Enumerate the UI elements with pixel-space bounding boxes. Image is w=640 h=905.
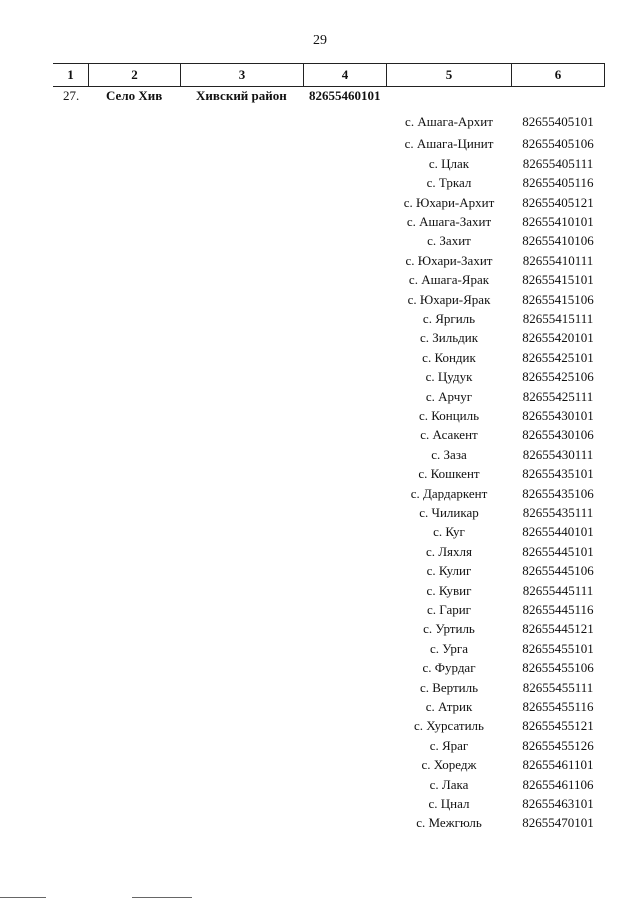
settlement-name: с. Ашага-Цинит [404,136,494,151]
row-name: Село Хив [106,88,163,103]
settlement-code: 82655420101 [522,330,594,345]
settlement-code: 82655455111 [522,680,594,695]
settlement-code: 82655440101 [522,524,594,539]
settlement-code: 82655435106 [522,486,594,501]
settlement-name: с. Тркал [426,175,472,190]
settlement-row [0,639,640,658]
settlement-code: 82655425101 [522,350,594,365]
settlement-row [0,619,640,638]
settlement-name: с. Лака [429,777,469,792]
settlement-name: с. Заза [431,447,467,462]
settlement-code: 82655461101 [522,757,594,772]
settlement-code: 82655445106 [522,563,594,578]
settlement-name: с. Ляхля [425,544,473,559]
table-header-row [53,63,605,87]
settlement-code: 82655455126 [522,738,594,753]
settlement-code: 82655415101 [522,272,594,287]
settlement-row [0,794,640,813]
settlement-name: с. Уртиль [423,621,475,636]
settlement-row [0,348,640,367]
settlement-name: с. Гариг [426,602,472,617]
settlement-row [0,561,640,580]
settlement-name: с. Кошкент [418,466,480,481]
settlement-row [0,212,640,231]
settlement-row [0,112,640,131]
settlement-code: 82655445111 [522,583,594,598]
settlement-code: 82655445101 [522,544,594,559]
settlement-name: с. Юхари-Архит [403,195,495,210]
settlement-code: 82655430111 [522,447,594,462]
settlement-name: с. Асакент [420,427,478,442]
bottom-divider-mid [132,897,192,898]
settlement-code: 82655410101 [522,214,594,229]
row-district: Хивский район [196,88,287,103]
settlement-name: с. Хоредж [421,757,477,772]
settlement-code: 82655455116 [522,699,594,714]
settlement-name: с. Яргиль [422,311,476,326]
header-col-4: 4 [304,64,387,86]
settlement-row [0,387,640,406]
settlement-name: с. Конциль [418,408,480,423]
settlement-row [0,193,640,212]
settlement-name: с. Зильдик [419,330,479,345]
settlement-name: с. Дардаркент [410,486,488,501]
header-col-1: 1 [53,64,89,86]
settlement-name: с. Вертиль [419,680,479,695]
bottom-divider-left [0,897,46,898]
settlement-row [0,464,640,483]
settlement-name: с. Чиликар [419,505,479,520]
header-col-6: 6 [554,67,562,82]
settlement-row [0,716,640,735]
page-number: 29 [313,33,327,48]
settlement-name: с. Юхари-Захит [405,253,493,268]
settlement-row [0,251,640,270]
header-col-5: 5 [387,64,512,86]
settlement-code: 82655463101 [522,796,594,811]
settlement-row [0,600,640,619]
settlement-code: 82655415106 [522,292,594,307]
settlement-name: с. Арчуг [425,389,473,404]
row-code: 82655460101 [309,88,381,103]
settlement-name: с. Цлак [428,156,470,171]
settlement-row [0,522,640,541]
settlement-row [0,503,640,522]
settlement-name: с. Кулиг [426,563,472,578]
settlement-row [0,231,640,250]
settlement-row [0,542,640,561]
settlement-name: с. Яраг [429,738,469,753]
settlement-row [0,134,640,153]
settlement-code: 82655425106 [522,369,594,384]
settlement-row [0,445,640,464]
settlement-name: с. Кувиг [426,583,472,598]
settlement-row [0,367,640,386]
settlement-code: 82655405111 [522,156,594,171]
settlement-name: с. Ашага-Ярак [408,272,490,287]
settlement-row [0,270,640,289]
settlement-name: с. Межгюль [416,815,482,830]
row-number: 27. [63,88,80,103]
settlement-name: с. Кондик [422,350,476,365]
settlement-row [0,678,640,697]
settlement-name: с. Юхари-Ярак [407,292,491,307]
settlement-code: 82655455121 [522,718,594,733]
settlement-code: 82655405106 [522,136,594,151]
settlement-code: 82655445116 [522,602,594,617]
settlement-row [0,425,640,444]
settlement-name: с. Хурсатиль [414,718,484,733]
settlement-code: 82655410111 [522,253,594,268]
settlement-name: с. Цнал [428,796,470,811]
settlement-row [0,736,640,755]
settlement-row [0,775,640,794]
settlement-code: 82655425111 [522,389,594,404]
settlement-row [0,309,640,328]
settlement-code: 82655405121 [522,195,594,210]
settlement-row [0,581,640,600]
settlement-name: с. Ашага-Архит [405,114,493,129]
settlement-name: с. Урга [430,641,468,656]
settlement-code: 82655455106 [522,660,594,675]
settlement-name: с. Атрик [425,699,473,714]
settlement-row [0,406,640,425]
settlement-code: 82655435101 [522,466,594,481]
settlement-row [0,173,640,192]
settlement-row [0,484,640,503]
settlement-code: 82655435111 [522,505,594,520]
settlement-name: с. Захит [427,233,471,248]
settlement-name: с. Ашага-Захит [406,214,492,229]
settlement-code: 82655410106 [522,233,594,248]
settlement-code: 82655455101 [522,641,594,656]
settlement-code: 82655445121 [522,621,594,636]
header-col-2: 2 [89,64,181,86]
settlement-code: 82655470101 [522,815,594,830]
settlement-code: 82655405101 [522,114,594,129]
settlement-code: 82655405116 [522,175,594,190]
settlement-code: 82655430106 [522,427,594,442]
settlement-name: с. Цудук [425,369,473,384]
settlement-row [0,755,640,774]
settlement-row [0,697,640,716]
header-col-3: 3 [181,64,304,86]
settlement-row [0,154,640,173]
settlement-row [0,290,640,309]
settlement-name: с. Куг [433,524,465,539]
settlement-name: с. Фурдаг [422,660,476,675]
settlement-code: 82655461106 [522,777,594,792]
settlement-row [0,658,640,677]
settlement-code: 82655430101 [522,408,594,423]
settlement-row [0,328,640,347]
settlement-code: 82655415111 [522,311,594,326]
settlement-row [0,813,640,832]
